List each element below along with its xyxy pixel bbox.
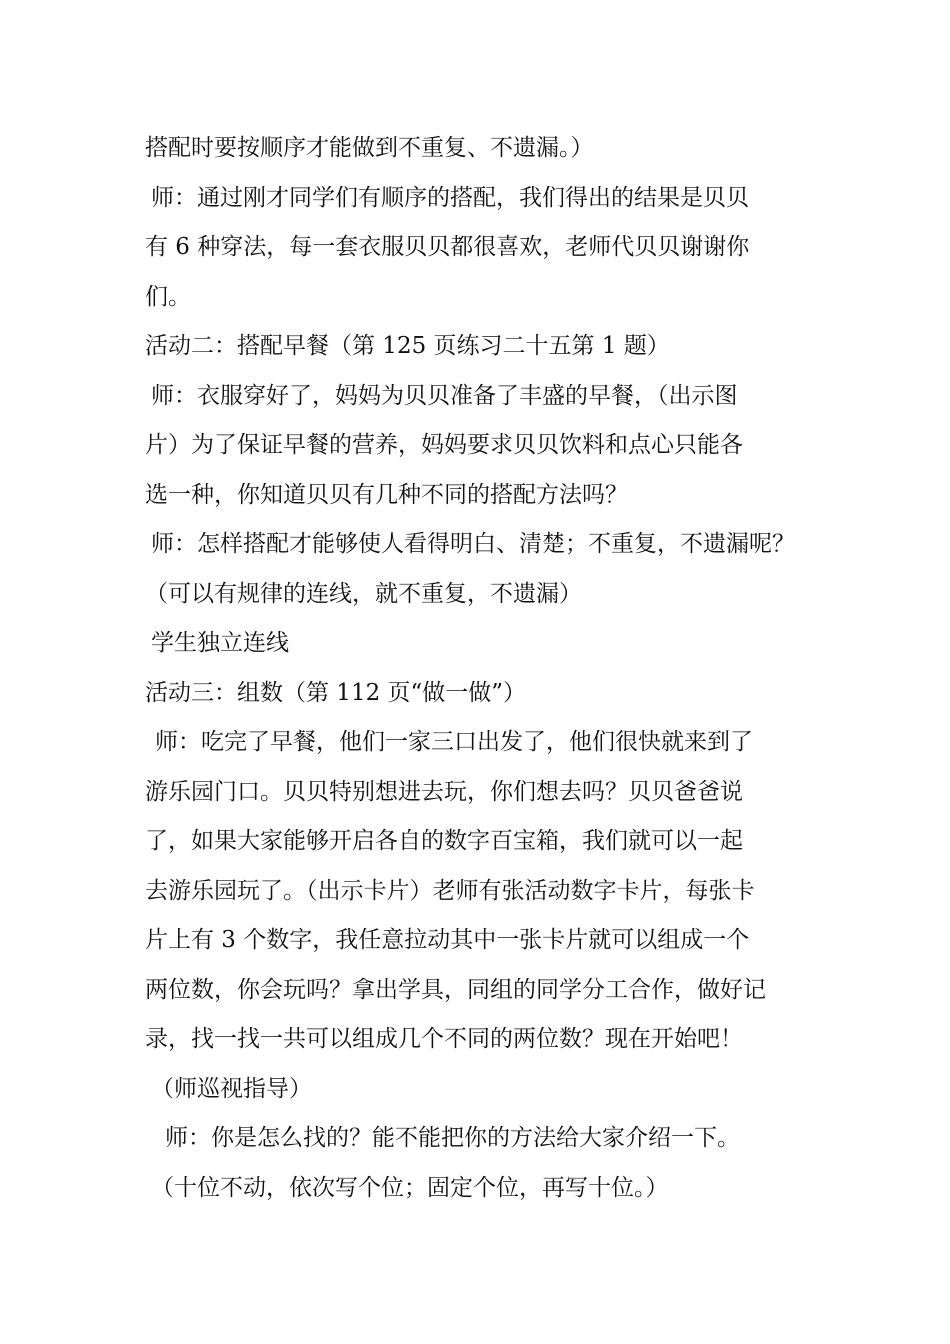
document-body xyxy=(145,124,835,1213)
text-line: 录，找一找一共可以组成几个不同的两位数？现在开始吧！ xyxy=(145,1026,743,1052)
text-line: 有 6 种穿法，每一套衣服贝贝都很喜欢，老师代贝贝谢谢你 xyxy=(145,234,750,260)
section-heading-activity-2: 活动二：搭配早餐（第 125 页练习二十五第 1 题） xyxy=(145,333,670,359)
text-line: 了，如果大家能够开启各自的数字百宝箱，我们就可以一起 xyxy=(145,828,743,854)
text-line: 选一种，你知道贝贝有几种不同的搭配方法吗？ xyxy=(145,481,628,508)
text-line: 师：怎样搭配才能够使人看得明白、清楚；不重复，不遗漏呢？ xyxy=(151,531,795,557)
text-line: （可以有规律的连线，就不重复，不遗漏） xyxy=(145,580,582,607)
text-line: 片）为了保证早餐的营养，妈妈要求贝贝饮料和点心只能各 xyxy=(145,432,743,458)
text-line: 们。 xyxy=(145,283,191,310)
text-line: （师巡视指导） xyxy=(151,1075,312,1102)
text-line: 师：你是怎么找的？能不能把你的方法给大家介绍一下。 xyxy=(165,1125,740,1151)
text-line: 师：吃完了早餐，他们一家三口出发了，他们很快就来到了 xyxy=(155,729,753,755)
text-line: 两位数，你会玩吗？拿出学具，同组的同学分工合作，做好记 xyxy=(145,976,766,1003)
text-line: 搭配时要按顺序才能做到不重复、不遗漏。） xyxy=(145,135,594,161)
text-line: 去游乐园玩了。（出示卡片）老师有张活动数字卡片，每张卡 xyxy=(145,877,755,904)
text-line: （十位不动，依次写个位；固定个位，再写十位。） xyxy=(151,1174,669,1201)
text-line: 师：衣服穿好了，妈妈为贝贝准备了丰盛的早餐，（出示图 xyxy=(151,382,738,409)
text-line: 师：通过刚才同学们有顺序的搭配，我们得出的结果是贝贝 xyxy=(151,184,749,211)
text-line: 片上有 3 个数字，我任意拉动其中一张卡片就可以组成一个 xyxy=(145,927,750,953)
section-heading-activity-3: 活动三：组数（第 112 页“做一做”） xyxy=(145,679,527,706)
text-line: 游乐园门口。贝贝特别想进去玩，你们想去吗？贝贝爸爸说 xyxy=(145,778,743,805)
text-line: 学生独立连线 xyxy=(151,630,289,656)
